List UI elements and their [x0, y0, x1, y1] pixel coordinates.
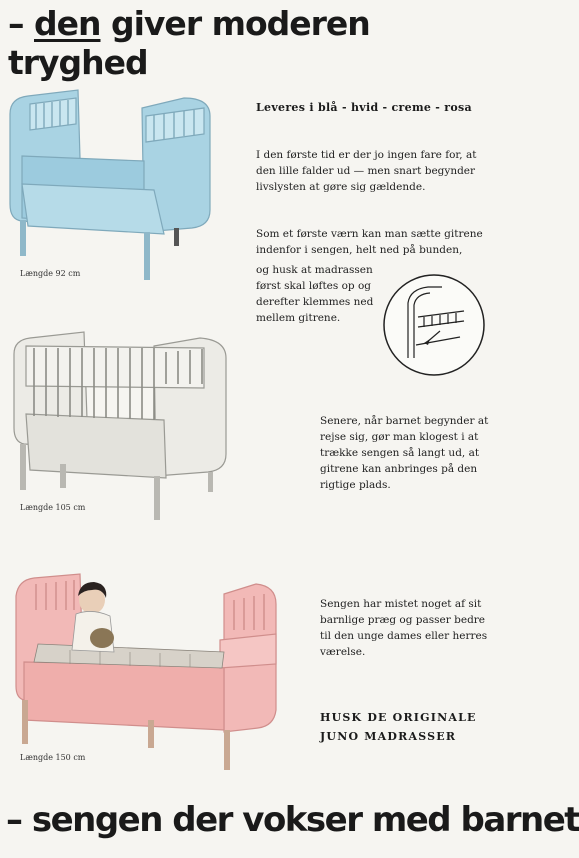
paragraph-first-period: I den første tid er der jo ingen fare for, at den lille falder ud — men snart begynder livslysten at gøre sig gældende.	[256, 149, 477, 193]
crib-rose-length-label: Længde 150 cm	[20, 753, 86, 762]
paragraph-later-stage: Senere, når barnet begynder at rejse sig, gør man klogest i at trække sengen så langt ud, at gitrene kan anbringes på den rigtige plads.	[320, 415, 489, 491]
headline-dash: –	[8, 4, 34, 43]
headline	[8, 4, 492, 82]
colors-heading: Leveres i blå - hvid - creme - rosa	[256, 101, 472, 114]
crib-white-image	[4, 318, 232, 524]
footline: – sengen der vokser med barnet	[6, 800, 579, 840]
guard-detail-diagram	[380, 273, 488, 377]
paragraph-grown-up: Sengen har mistet noget af sit barnlige præg og passer bedre til den unge dames eller herres værelse.	[320, 598, 488, 658]
reminder-line-1: HUSK DE ORIGINALE	[320, 711, 477, 724]
crib-white-length-label: Længde 105 cm	[20, 503, 86, 512]
headline-rest: giver moderen tryghed	[8, 4, 370, 82]
reminder-line-2: JUNO MADRASSER	[320, 730, 457, 743]
crib-blue-length-label: Længde 92 cm	[20, 269, 81, 278]
paragraph-guard-inside: Som et første værn kan man sætte gitrene indenfor i sengen, helt ned på bunden,	[256, 228, 483, 256]
paragraph-mattress-tip: og husk at madrassen først skal løftes op og derefter klemmes ned mellem gitrene.	[256, 264, 374, 324]
headline-underlined-word: den	[34, 4, 101, 43]
crib-blue-image	[4, 86, 224, 286]
crib-rose-image	[10, 570, 282, 776]
